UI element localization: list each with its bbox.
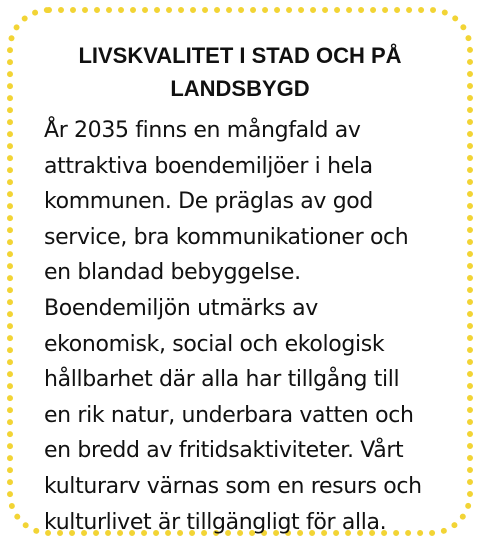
body-line: kommunen. De präglas av god	[44, 189, 374, 215]
body-line: service, bra kommunikationer och	[44, 224, 409, 250]
body-line: År 2035 finns en mångfald av	[44, 118, 361, 143]
body-line: attraktiva boendemiljöer i hela	[44, 153, 373, 179]
body-line: kulturarv värnas som en resurs och	[44, 473, 422, 499]
card-title: LIVSKVALITET I STAD OCH PÅ LANDSBYGD	[78, 43, 402, 101]
body-line: en rik natur, underbara vatten och	[44, 402, 414, 428]
info-card	[7, 7, 473, 536]
body-line: en blandad bebyggelse.	[44, 260, 301, 286]
card-body-text	[44, 113, 464, 540]
body-line: ekonomisk, social och ekologisk	[44, 331, 385, 357]
body-line: Boendemiljön utmärks av	[44, 295, 318, 321]
body-line: en bredd av fritidsaktiviteter. Vårt	[44, 438, 404, 464]
body-line: hållbarhet där alla har tillgång till	[44, 367, 400, 393]
body-line: kulturlivet är tillgängligt för alla.	[44, 509, 387, 535]
